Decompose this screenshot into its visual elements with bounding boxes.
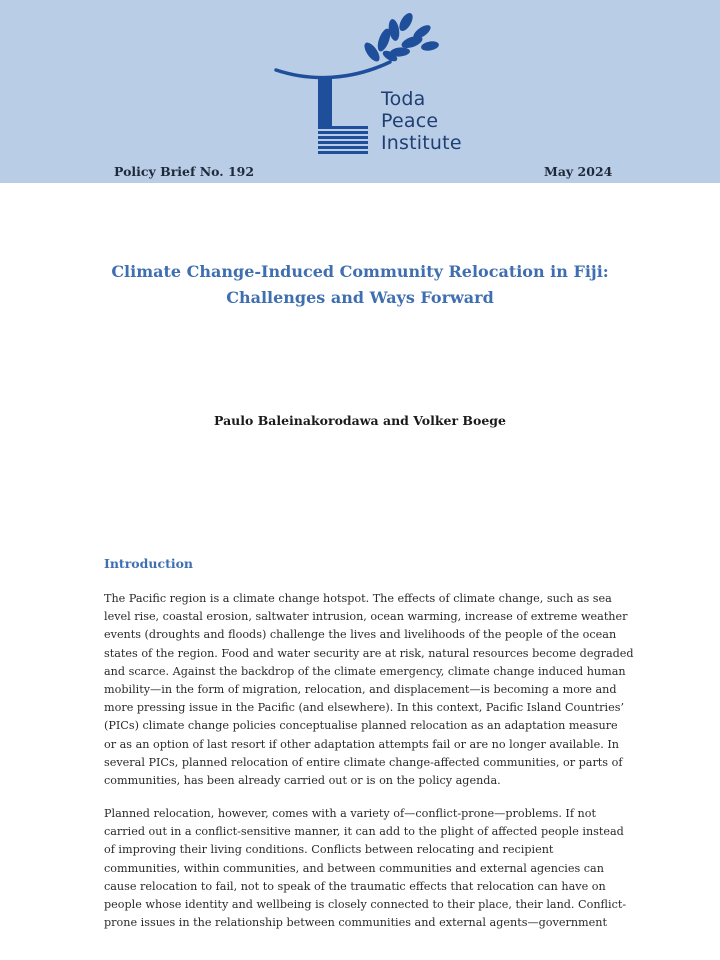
paragraph-line: events (droughts and floods) challenge the lives and livelihoods of the people of the ocean [104,628,617,642]
logo-line-1: Toda [381,88,426,110]
title-line-1: Climate Change-Induced Community Relocation in Fiji: [111,262,609,281]
header-band [0,0,720,183]
paragraph-line: more pressing issue in the Pacific (and elsewhere). In this context, Pacific Island Countries’ [104,701,625,715]
title-line-2: Challenges and Ways Forward [226,288,494,307]
paragraph-line: cause relocation to fail, not to speak of the traumatic effects that relocation can have on [104,879,606,893]
paragraph-line: states of the region. Food and water security are at risk, natural resources become degraded [104,646,634,660]
paragraph-line: communities, has been already carried out or is on the policy agenda. [104,774,501,788]
paragraph-line: people whose identity and wellbeing is closely connected to their place, their land. Conflict- [104,898,627,912]
paragraph-line: of improving their living conditions. Conflicts between relocating and recipient [104,843,554,857]
paragraph-line: level rise, coastal erosion, saltwater intrusion, ocean warming, increase of extreme weather [104,610,628,624]
paragraph-line: mobility—in the form of migration, relocation, and displacement—is becoming a more and [104,683,617,697]
paragraph-line: Planned relocation, however, comes with a variety of—conflict-prone—problems. If not [104,807,596,820]
publication-date: May 2024 [544,164,613,179]
paragraph-line: several PICs, planned relocation of entire climate change-affected communities, or parts of [104,755,623,769]
policy-brief-number: Policy Brief No. 192 [114,164,255,179]
paragraph-line: communities, within communities, and between communities and external agencies can [104,861,604,875]
authors: Paulo Baleinakorodawa and Volker Boege [214,413,506,428]
paragraph-line: The Pacific region is a climate change hotspot. The effects of climate change, such as sea [104,592,612,605]
paragraph-2 [104,805,625,932]
paragraph-line: (PICs) climate change policies conceptualise planned relocation as an adaptation measure [104,719,618,733]
paragraph-line: and scarce. Against the backdrop of the climate emergency, climate change induced human [104,664,626,678]
paragraph-line: or as an option of last resort if other adaptation attempts fail or are no longer available. In [104,737,619,751]
paragraph-line: carried out in a conflict-sensitive manner, it can add to the plight of affected people instead [104,825,624,839]
document-title [80,259,640,311]
paragraph-1 [104,590,634,790]
logo-line-2: Peace [381,110,439,132]
logo-line-3: Institute [381,132,462,154]
logo-wordmark [381,88,462,154]
section-heading-introduction: Introduction [104,556,194,571]
paragraph-line: prone issues in the relationship between communities and external agents—government [104,916,607,930]
